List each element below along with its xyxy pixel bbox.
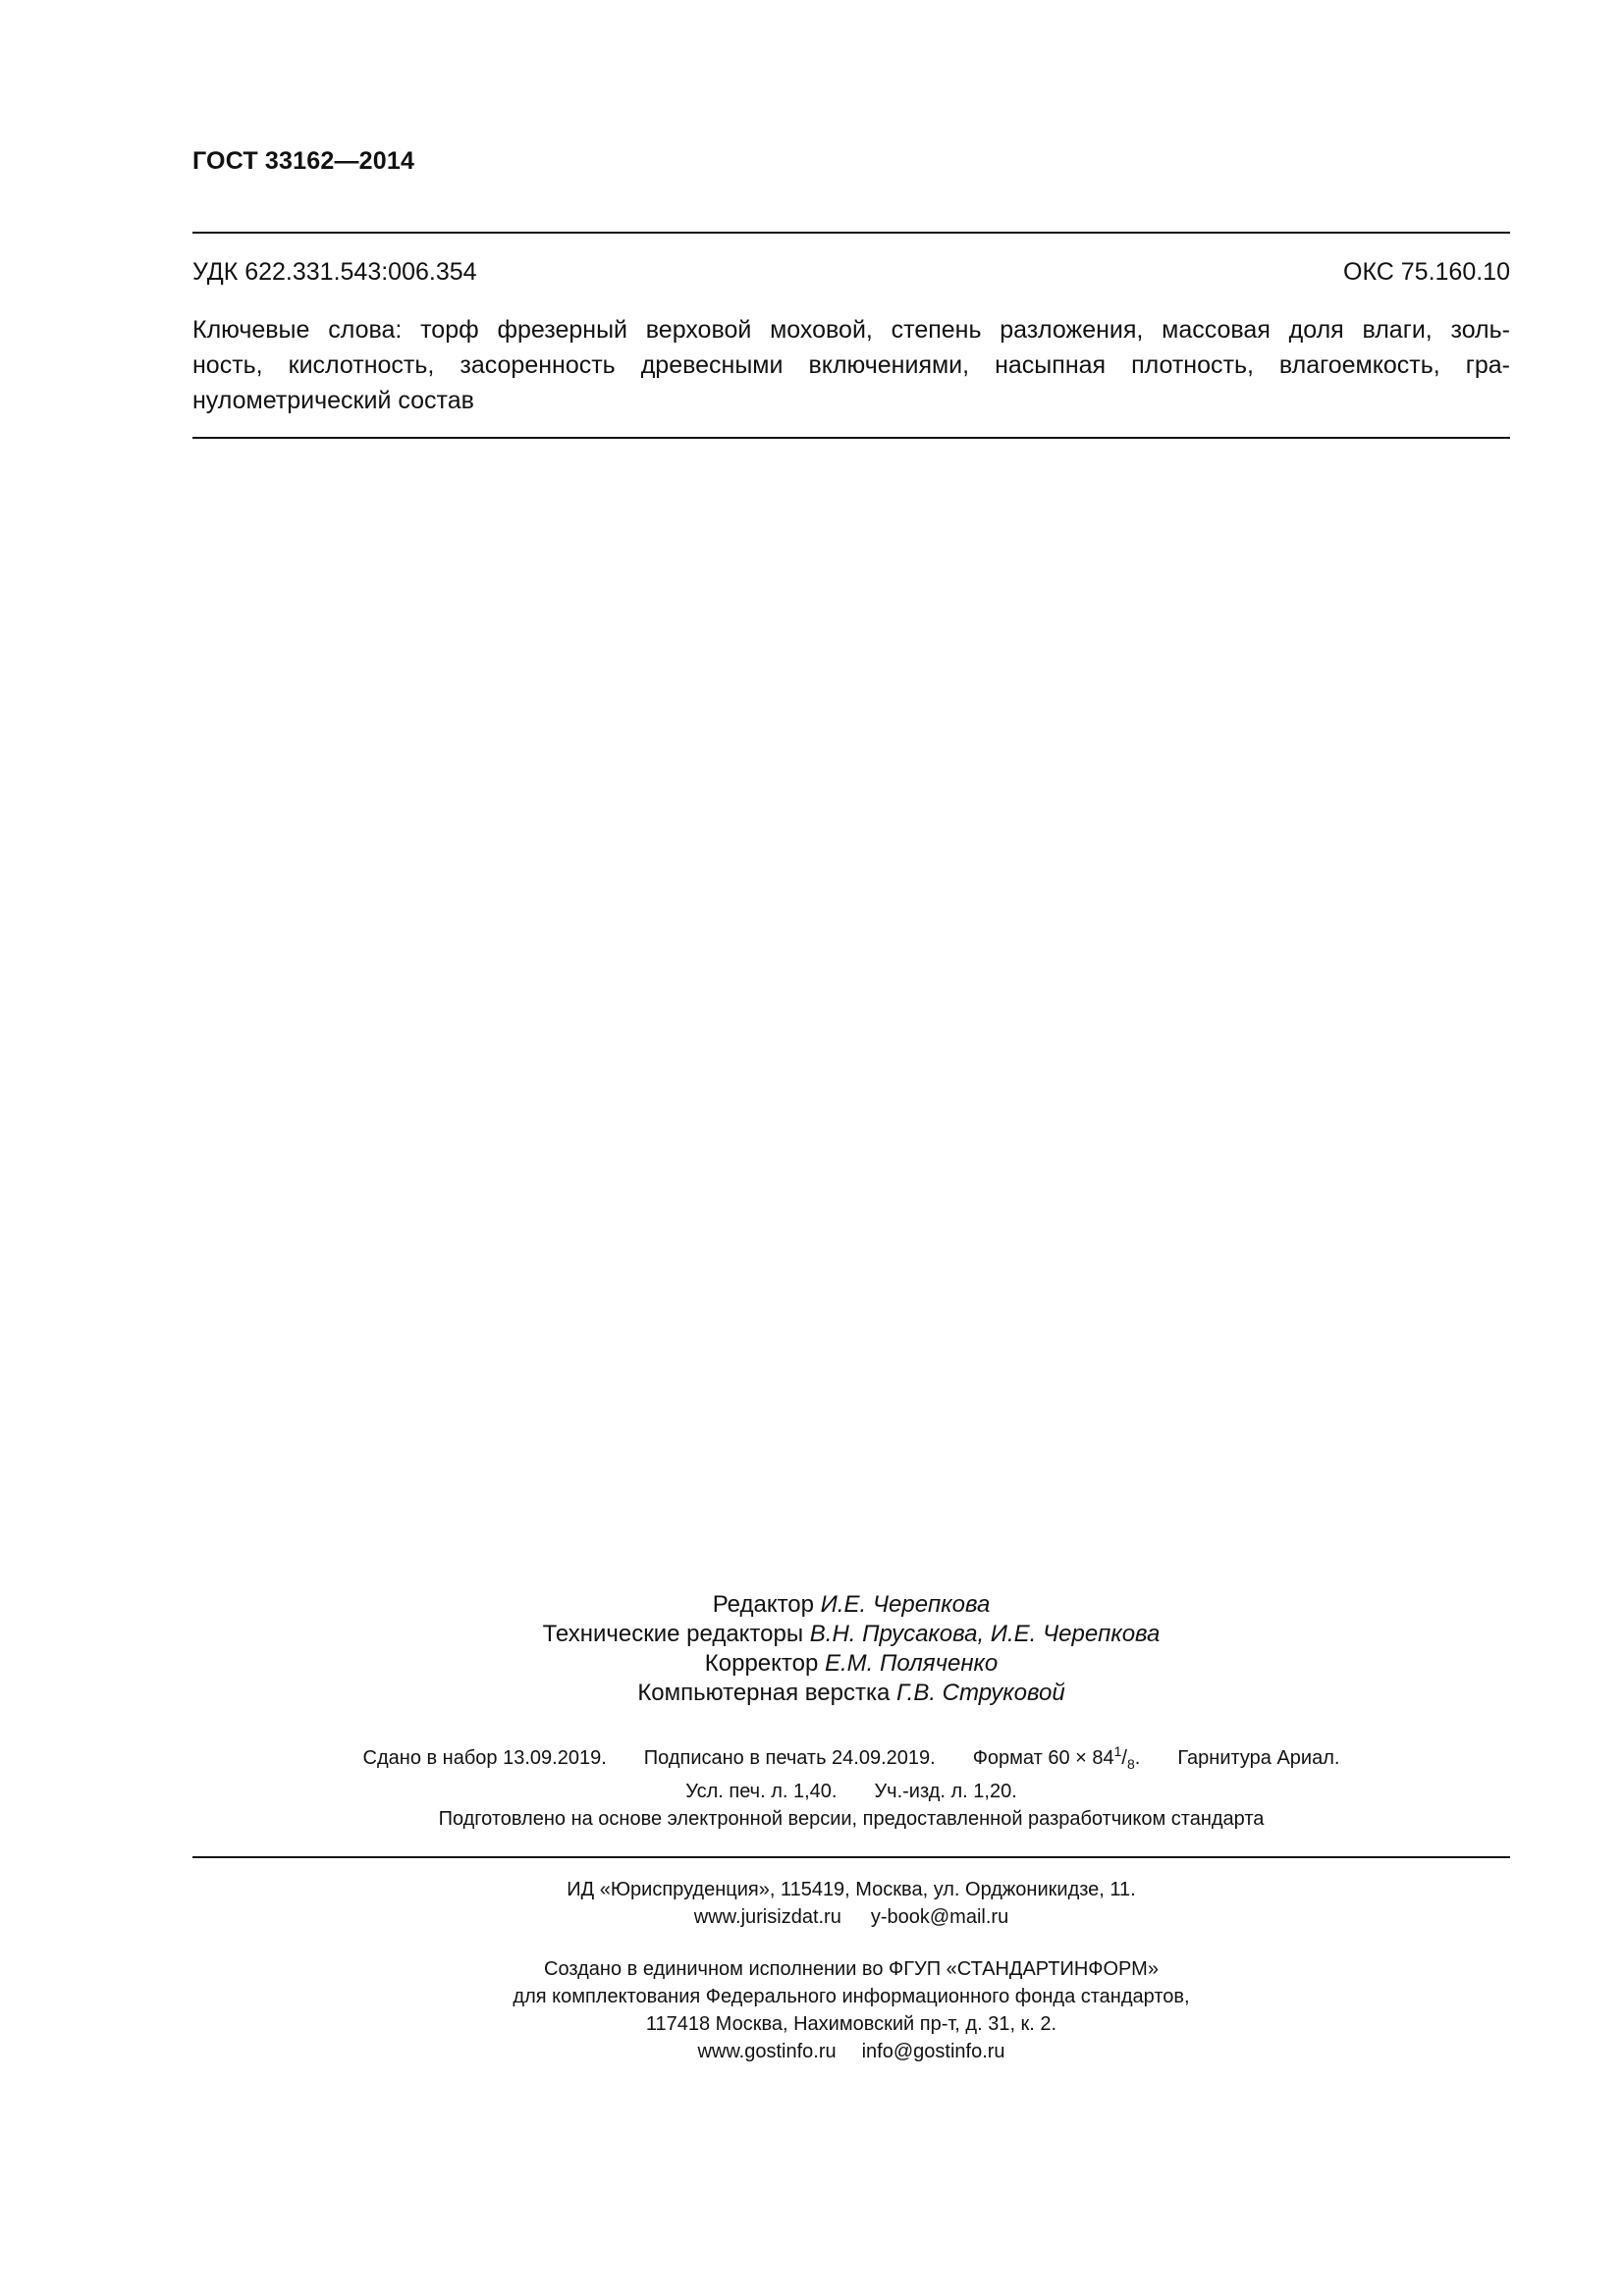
publisher-block (192, 1876, 1510, 1931)
keywords-line: ность, кислотность, засоренность древесными включениями, насыпная плотность, влагоемкость, гра- (192, 351, 1510, 379)
print-info-line-2 (192, 1778, 1510, 1805)
corrector-label: Корректор (704, 1650, 819, 1677)
tech-editors-label: Технические редакторы (542, 1621, 804, 1647)
top-divider (192, 232, 1510, 234)
created-line-2: для комплектования Федерального информационного фонда стандартов, (513, 1986, 1190, 2007)
created-address: 117418 Москва, Нахимовский пр-т, д. 31, к. 2. (645, 2013, 1057, 2035)
gostinfo-website-link[interactable]: www.gostinfo.ru (697, 2041, 837, 2062)
layout-line (192, 1679, 1510, 1708)
print-info-line-1 (192, 1737, 1510, 1778)
document-code: ГОСТ 33162—2014 (192, 147, 415, 175)
prepared-note: Подготовлено на основе электронной версии, предоставленной разработчиком стандарта (438, 1808, 1265, 1830)
signed-date: Подписано в печать 24.09.2019. (643, 1747, 936, 1769)
credits-block (192, 1590, 1510, 1708)
keywords-paragraph (192, 312, 1510, 418)
publisher-address: ИД «Юриспруденция», 115419, Москва, ул. Орджоникидзе, 11. (567, 1879, 1136, 1900)
created-line-1: Создано в единичном исполнении во ФГУП «СТАНДАРТИНФОРМ» (544, 1958, 1159, 1980)
typeface: Гарнитура Ариал. (1177, 1747, 1340, 1769)
editor-label: Редактор (712, 1591, 814, 1618)
tech-editors-names: В.Н. Прусакова, И.Е. Черепкова (809, 1621, 1161, 1647)
keywords-line: Ключевые слова: торф фрезерный верховой моховой, степень разложения, массовая доля влаги, золь- (192, 316, 1510, 344)
editor-name: И.Е. Черепкова (820, 1591, 991, 1618)
tech-editors-line (192, 1620, 1510, 1649)
print-sheets: Усл. печ. л. 1,40. (685, 1781, 838, 1802)
corrector-line (192, 1649, 1510, 1679)
paper-format: Формат $60 \times 84^1/_8$. (972, 1743, 1141, 1772)
layout-name: Г.В. Струковой (896, 1680, 1065, 1706)
created-contacts (192, 2038, 1510, 2065)
print-info (192, 1737, 1510, 1805)
publisher-contacts (192, 1903, 1510, 1931)
publisher-sheets: Уч.-изд. л. 1,20. (874, 1781, 1017, 1802)
udk-code: УДК 622.331.543:006.354 (192, 258, 477, 286)
editor-line (192, 1590, 1510, 1620)
gostinfo-email-link[interactable]: info@gostinfo.ru (861, 2041, 1005, 2062)
oks-code: ОКС 75.160.10 (1343, 258, 1510, 286)
keywords-divider (192, 437, 1510, 439)
footer-divider (192, 1856, 1510, 1858)
typeset-date: Сдано в набор 13.09.2019. (362, 1747, 607, 1769)
keywords-line: нулометрический состав (192, 387, 474, 414)
publisher-website-link[interactable]: www.jurisizdat.ru (693, 1906, 841, 1928)
publisher-email-link[interactable]: y-book@mail.ru (870, 1906, 1009, 1928)
layout-label: Компьютерная верстка (637, 1680, 891, 1706)
corrector-name: Е.М. Поляченко (825, 1650, 999, 1677)
created-block (192, 1955, 1510, 2065)
